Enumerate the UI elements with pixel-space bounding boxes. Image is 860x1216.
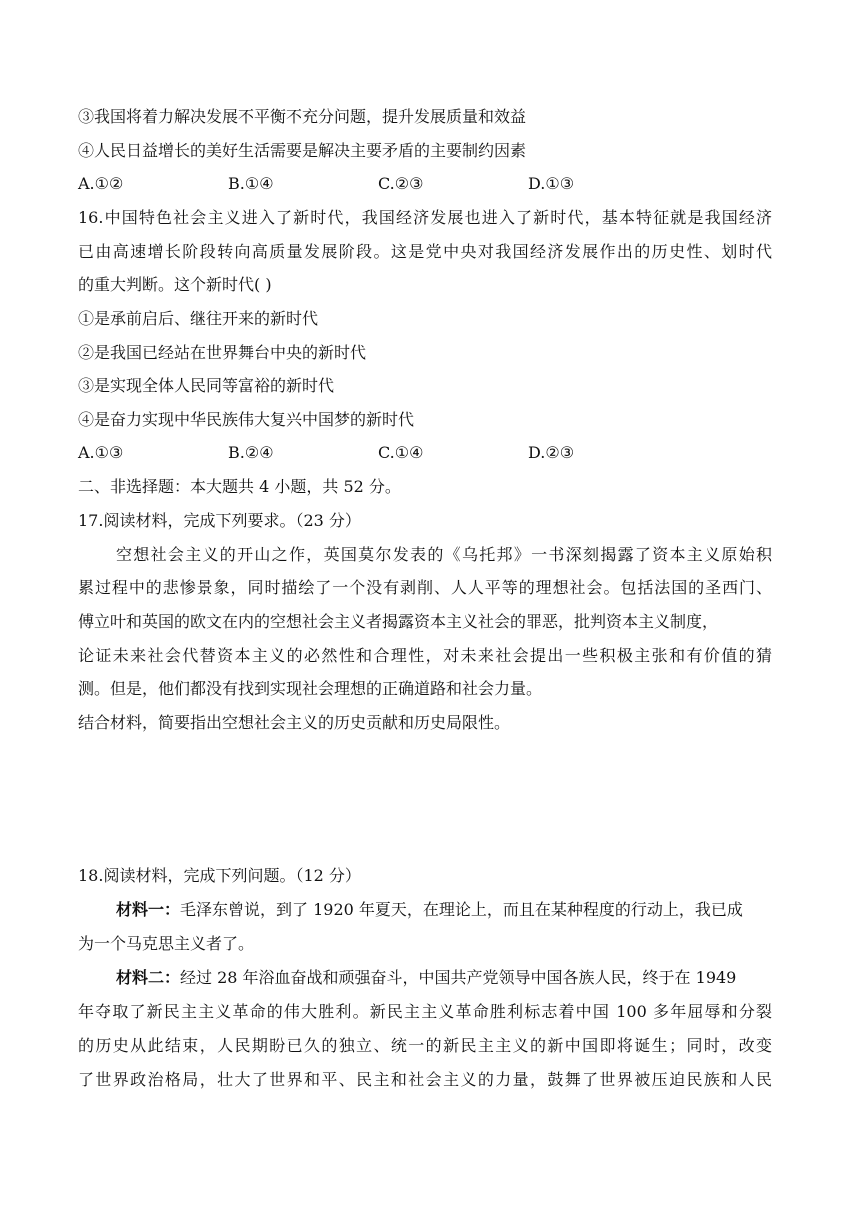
q16-option-c: C.①④	[378, 443, 424, 462]
q15-option-b: B.①④	[228, 174, 274, 193]
q16-options	[78, 443, 778, 463]
q16-stem-line-2: 已由高速增长阶段转向高质量发展阶段。这是党中央对我国经济发展作出的历史性、划时代	[78, 242, 772, 261]
q15-option-d: D.①③	[528, 174, 575, 193]
q16-option-d: D.②③	[528, 443, 575, 462]
q18-material-2-label: 材料二：	[116, 968, 181, 987]
q18-material-2-line-2: 年夺取了新民主主义革命的伟大胜利。新民主主义革命胜利标志着中国 100 多年屈辱和分裂	[78, 1002, 772, 1021]
q17-material-line-2: 累过程中的悲惨景象，同时描绘了一个没有剥削、人人平等的理想社会。包括法国的圣西门、	[78, 578, 772, 597]
section-2-heading: 二、非选择题：本大题共 4 小题，共 52 分。	[78, 477, 401, 496]
q16-option-b: B.②④	[228, 443, 274, 462]
q16-item-1: ①是承前启后、继往开来的新时代	[78, 309, 319, 328]
q16-stem-line-1: 16.中国特色社会主义进入了新时代，我国经济发展也进入了新时代，基本特征就是我国经济	[78, 208, 772, 227]
q15-option-c: C.②③	[378, 174, 424, 193]
q15-options	[78, 174, 778, 194]
q17-material-line-3: 傅立叶和英国的欧文在内的空想社会主义者揭露资本主义社会的罪恶，批判资本主义制度，	[78, 612, 719, 631]
q18-material-2-line-3: 的历史从此结束，人民期盼已久的独立、统一的新民主主义的新中国即将诞生；同时，改变	[78, 1036, 772, 1055]
q18-material-1-label: 材料一：	[116, 900, 181, 919]
q18-material-2-text: 经过 28 年浴血奋战和顽强奋斗，中国共产党领导中国各族人民，终于在 1949	[180, 968, 737, 987]
q18-stem: 18.阅读材料，完成下列问题。（12 分）	[78, 866, 361, 885]
q17-material-line-4: 论证未来社会代替资本主义的必然性和合理性，对未来社会提出一些积极主张和有价值的猜	[78, 646, 772, 665]
q15-item-4: ④人民日益增长的美好生活需要是解决主要矛盾的主要制约因素	[78, 141, 527, 160]
q15-option-a: A.①②	[78, 174, 124, 193]
q18-material-1-text: 毛泽东曾说，到了 1920 年夏天，在理论上，而且在某种程度的行动上，我已成	[180, 900, 743, 919]
q18-material-1-line-2: 为一个马克思主义者了。	[78, 934, 255, 953]
q18-material-1-line-1	[116, 900, 743, 920]
q18-material-2-line-1	[116, 968, 736, 988]
q16-item-4: ④是奋力实现中华民族伟大复兴中国梦的新时代	[78, 410, 415, 429]
q16-item-2: ②是我国已经站在世界舞台中央的新时代	[78, 343, 367, 362]
q17-material-line-5: 测。但是，他们都没有找到实现社会理想的正确道路和社会力量。	[78, 679, 543, 698]
q17-material-line-1: 空想社会主义的开山之作，英国莫尔发表的《乌托邦》一书深刻揭露了资本主义原始积	[116, 545, 772, 564]
q17-stem: 17.阅读材料，完成下列要求。（23 分）	[78, 511, 361, 530]
q15-item-3: ③我国将着力解决发展不平衡不充分问题，提升发展质量和效益	[78, 107, 527, 126]
q16-item-3: ③是实现全体人民同等富裕的新时代	[78, 376, 335, 395]
q16-stem-line-3: 的重大判断。这个新时代( )	[78, 275, 272, 294]
q18-material-2-line-4: 了世界政治格局，壮大了世界和平、民主和社会主义的力量，鼓舞了世界被压迫民族和人民	[78, 1070, 772, 1089]
q17-question: 结合材料，简要指出空想社会主义的历史贡献和历史局限性。	[78, 713, 511, 732]
q16-option-a: A.①③	[78, 443, 124, 462]
